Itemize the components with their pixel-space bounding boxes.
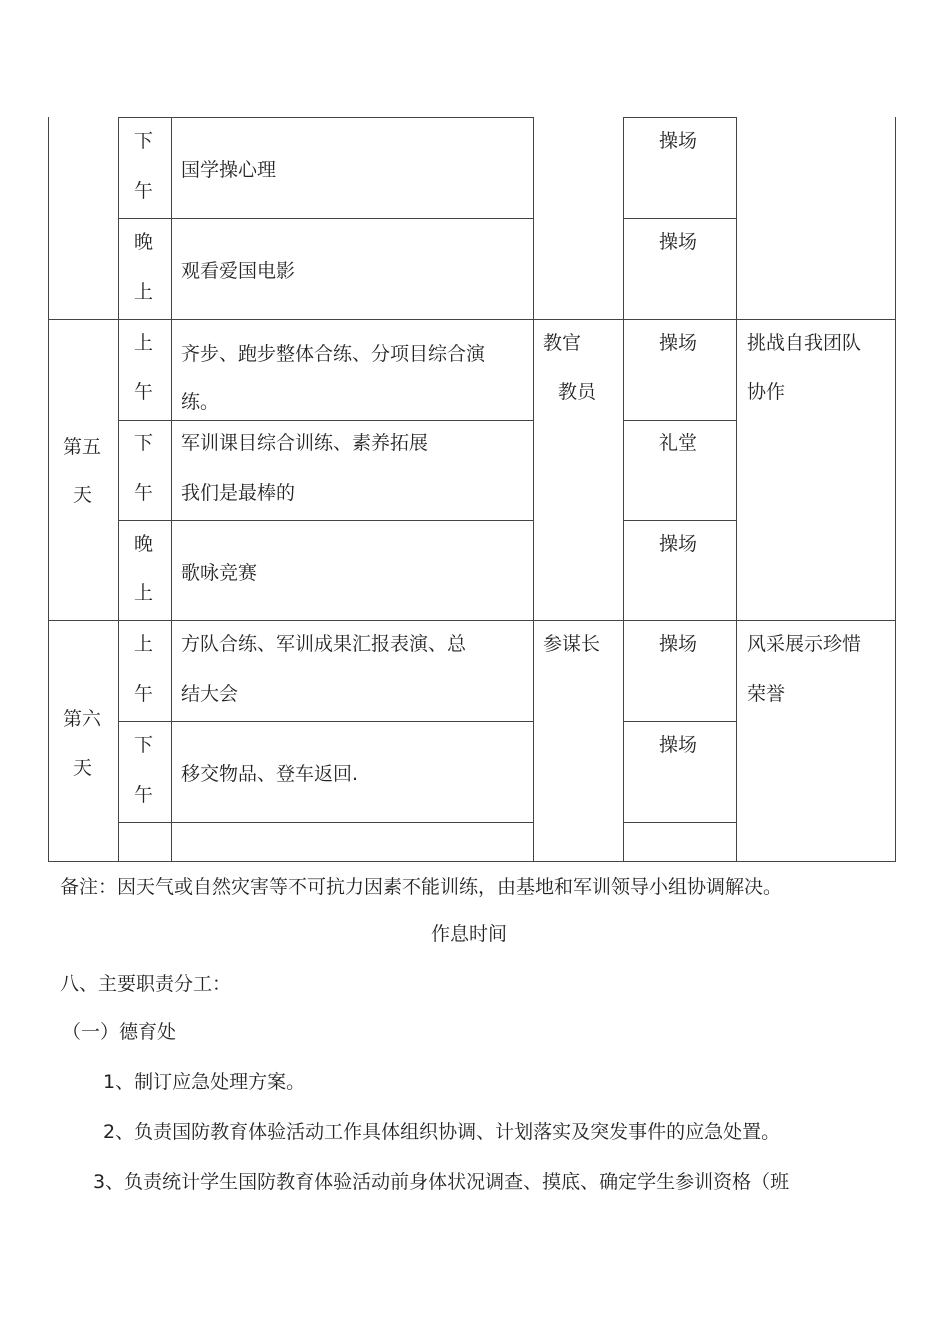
- day-cell: 第五: [63, 436, 102, 458]
- table-col-line: [533, 117, 534, 862]
- period-cell: 午: [134, 683, 154, 705]
- goal-cell: 风采展示珍惜: [747, 633, 862, 655]
- content-cell: 方队合练、军训成果汇报表演、总: [181, 633, 467, 655]
- place-cell: 操场: [659, 734, 698, 756]
- table-border-bottom: [48, 861, 896, 862]
- day-cell: 第六: [63, 708, 102, 730]
- place-cell: 操场: [659, 130, 698, 152]
- period-cell: 下: [134, 734, 154, 756]
- content-cell: 观看爱国电影: [181, 260, 296, 282]
- person-cell: 参谋长: [543, 633, 601, 655]
- table-row-line: [118, 218, 533, 219]
- goal-cell: 协作: [747, 381, 786, 403]
- period-cell: 上: [134, 582, 154, 604]
- table-border-left: [48, 117, 49, 862]
- period-cell: 下: [134, 130, 154, 152]
- place-cell: 礼堂: [659, 432, 698, 454]
- content-cell: 歌咏竞赛: [181, 562, 258, 584]
- place-cell: 操场: [659, 332, 698, 354]
- table-row-line: [118, 117, 533, 118]
- section-heading: 八、主要职责分工：: [60, 973, 232, 995]
- table-border-right: [895, 117, 896, 862]
- content-cell: 国学操心理: [181, 159, 277, 181]
- person-cell: 教员: [558, 381, 597, 403]
- content-cell: 结大会: [181, 683, 239, 705]
- period-cell: 上: [134, 332, 154, 354]
- table-note: 备注：因天气或自然灾害等不可抗力因素不能训练，由基地和军训领导小组协调解决。: [60, 876, 783, 898]
- period-cell: 晚: [134, 533, 154, 555]
- subsection-heading: （一）德育处: [62, 1021, 177, 1043]
- place-cell: 操场: [659, 533, 698, 555]
- table-col-line: [171, 117, 172, 862]
- content-cell: 军训课目综合训练、素养拓展: [181, 432, 429, 454]
- table-row-line: [623, 822, 736, 823]
- duty-item: 3、负责统计学生国防教育体验活动前身体状况调查、摸底、确定学生参训资格（班: [93, 1171, 790, 1193]
- table-col-line: [623, 117, 624, 862]
- content-cell: 练。: [181, 391, 220, 413]
- table-row-line: [118, 520, 533, 521]
- table-col-line: [118, 117, 119, 862]
- table-col-line: [736, 117, 737, 862]
- period-cell: 下: [134, 432, 154, 454]
- content-cell: 我们是最棒的: [181, 482, 296, 504]
- schedule-title: 作息时间: [431, 923, 508, 945]
- duty-item: 1、制订应急处理方案。: [103, 1071, 306, 1093]
- duty-item: 2、负责国防教育体验活动工作具体组织协调、计划落实及突发事件的应急处置。: [103, 1121, 781, 1143]
- goal-cell: 荣誉: [747, 683, 786, 705]
- goal-cell: 挑战自我团队: [747, 332, 862, 354]
- place-cell: 操场: [659, 633, 698, 655]
- person-cell: 教官: [543, 332, 582, 354]
- table-row-line: [118, 822, 533, 823]
- period-cell: 上: [134, 633, 154, 655]
- period-cell: 上: [134, 281, 154, 303]
- place-cell: 操场: [659, 231, 698, 253]
- period-cell: 午: [134, 482, 154, 504]
- content-cell: 移交物品、登车返回.: [181, 763, 359, 785]
- period-cell: 午: [134, 381, 154, 403]
- table-row-line: [118, 721, 533, 722]
- period-cell: 晚: [134, 231, 154, 253]
- content-cell: 齐步、跑步整体合练、分项目综合演: [181, 343, 486, 365]
- period-cell: 午: [134, 180, 154, 202]
- day-cell: 天: [73, 757, 93, 779]
- period-cell: 午: [134, 784, 154, 806]
- day-cell: 天: [73, 484, 93, 506]
